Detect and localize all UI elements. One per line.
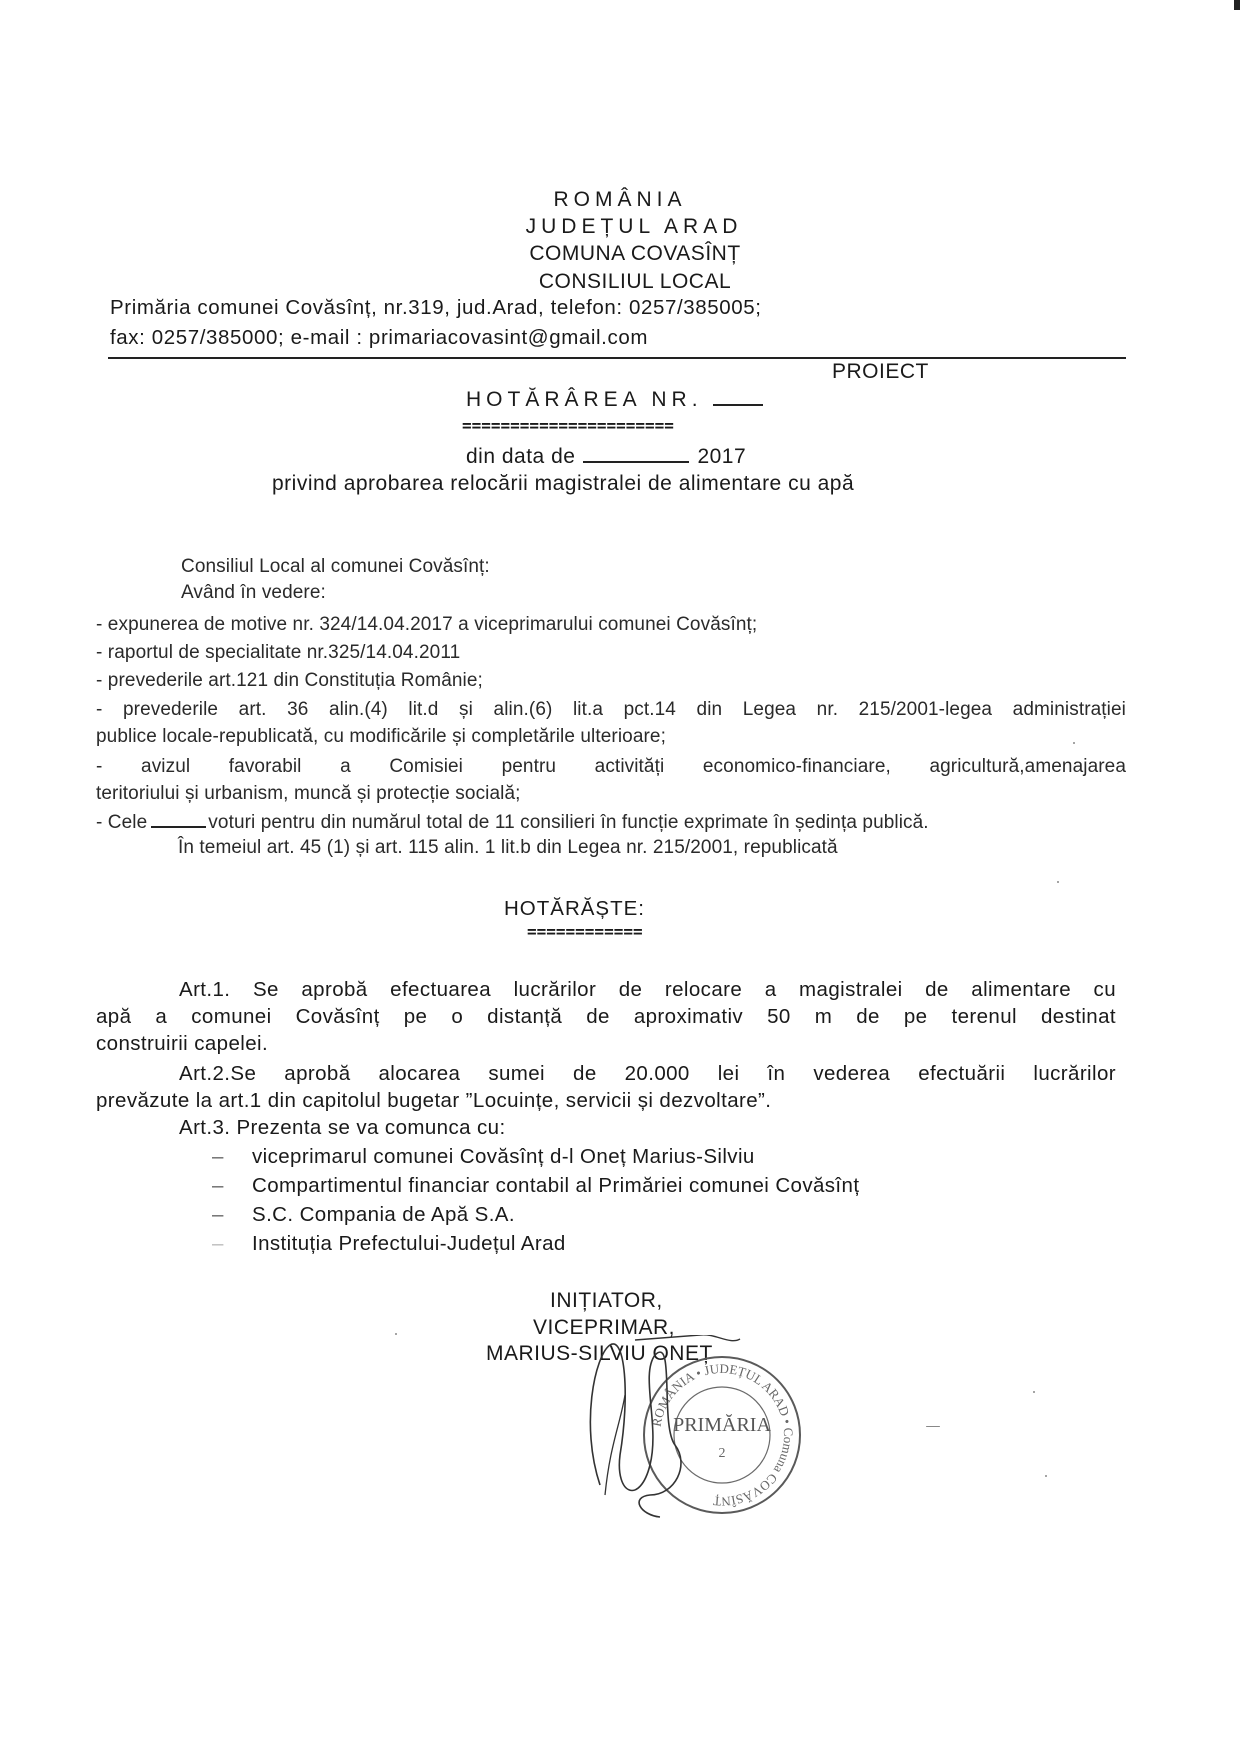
article-3: Art.3. Prezenta se va comunca cu: xyxy=(179,1116,506,1139)
preamble-item: - raportul de specialitate nr.325/14.04.2011 xyxy=(96,642,461,663)
list-dash: – xyxy=(212,1145,224,1168)
header-contact: fax: 0257/385000; e-mail : primariacovasint@gmail.com xyxy=(110,326,649,349)
preamble-council: Consiliul Local al comunei Covăsînț: xyxy=(181,556,490,577)
stamp-center-text: PRIMĂRIA xyxy=(673,1414,771,1436)
decision-number-blank xyxy=(713,386,763,406)
header-commune: COMUNA COVASÎNȚ xyxy=(529,242,741,265)
legal-basis: În temeiul art. 45 (1) și art. 115 alin. 1 lit.b din Legea nr. 215/2001, republicată xyxy=(178,837,838,858)
votes-prefix: - Cele xyxy=(96,812,148,833)
article-2-continued: prevăzute la art.1 din capitolul bugetar ”Locuințe, servicii și dezvoltare”. xyxy=(96,1089,772,1112)
scan-speck xyxy=(1033,1391,1035,1393)
recipient-label: Compartimentul financiar contabil al Primăriei comunei Covăsînț xyxy=(252,1174,860,1197)
recipient-label: viceprimarul comunei Covăsînț d-l Oneț Marius-Silviu xyxy=(252,1145,755,1168)
header-country: ROMÂNIA xyxy=(553,188,687,211)
article-2: Art.2.Se aprobă alocarea sumei de 20.000 lei în vederea efectuării lucrărilor xyxy=(179,1062,1116,1085)
scan-speck xyxy=(1045,1475,1047,1477)
scan-speck xyxy=(1057,881,1059,883)
recipient-item xyxy=(212,1174,859,1198)
stamp-and-signature-icon xyxy=(580,1335,820,1525)
date-blank xyxy=(583,443,689,463)
signature-role: VICEPRIMAR, xyxy=(533,1316,676,1339)
list-dash: – xyxy=(212,1203,224,1226)
article-1-continued: apă a comunei Covăsînț pe o distanță de aproximativ 50 m de pe terenul destinat xyxy=(96,1005,1116,1028)
stamp-number: 2 xyxy=(718,1446,726,1461)
preamble-item-continued: publice locale-republicată, cu modificările și completările ulterioare; xyxy=(96,726,666,747)
header-divider xyxy=(108,357,1126,359)
date-prefix: din data de xyxy=(466,445,576,468)
document-date-row xyxy=(466,443,746,469)
preamble-item-continued: teritoriului și urbanism, muncă și protecție socială; xyxy=(96,783,521,804)
recipient-item xyxy=(212,1203,515,1227)
header-address: Primăria comunei Covăsînț, nr.319, jud.Arad, telefon: 0257/385005; xyxy=(110,296,762,319)
scan-speck xyxy=(926,1426,940,1427)
draft-label: PROIECT xyxy=(832,360,929,383)
preamble-item: - prevederile art. 36 alin.(4) lit.d și alin.(6) lit.a pct.14 din Legea nr. 215/2001-legea administrației xyxy=(96,699,1126,720)
preamble-item: - prevederile art.121 din Constituția Românie; xyxy=(96,670,483,691)
recipient-label: Instituția Prefectului-Județul Arad xyxy=(252,1232,566,1255)
list-dash: – xyxy=(212,1174,224,1197)
article-1: Art.1. Se aprobă efectuarea lucrărilor de relocare a magistralei de alimentare cu xyxy=(179,978,1116,1001)
header-council: CONSILIUL LOCAL xyxy=(538,270,732,293)
date-year: 2017 xyxy=(697,445,747,468)
header-county: JUDEȚUL ARAD xyxy=(525,215,743,238)
stamp-ring-text: ROMÂNIA • JUDEȚUL ARAD • Comuna COVĂSÎNȚ xyxy=(648,1360,797,1510)
scan-speck xyxy=(1073,742,1075,744)
decision-heading-underline: ============ xyxy=(527,922,643,941)
recipient-label: S.C. Compania de Apă S.A. xyxy=(252,1203,515,1226)
preamble-votes-row xyxy=(96,810,929,834)
signature-initiator: INIȚIATOR, xyxy=(550,1289,663,1312)
preamble-considering: Având în vedere: xyxy=(181,582,326,603)
votes-suffix: voturi pentru din numărul total de 11 consilieri în funcție exprimate în ședința publică. xyxy=(208,812,929,833)
document-subject: privind aprobarea relocării magistralei de alimentare cu apă xyxy=(272,472,855,495)
preamble-item: - avizul favorabil a Comisiei pentru activități economico-financiare, agricultură,amenajarea xyxy=(96,756,1126,777)
recipient-item xyxy=(212,1232,566,1256)
document-title: HOTĂRÂREA NR. xyxy=(466,388,703,411)
recipient-item xyxy=(212,1145,755,1169)
list-dash: – xyxy=(212,1232,224,1255)
scan-speck xyxy=(395,1333,397,1335)
decision-heading: HOTĂRĂȘTE: xyxy=(504,897,645,920)
article-1-continued: construirii capelei. xyxy=(96,1032,269,1055)
scan-mark xyxy=(1234,0,1240,10)
document-title-row xyxy=(466,386,763,412)
preamble-item: - expunerea de motive nr. 324/14.04.2017 a viceprimarului comunei Covăsînț; xyxy=(96,614,758,635)
title-underline: ====================== xyxy=(462,416,674,435)
votes-blank xyxy=(151,810,206,828)
signature-name: MARIUS-SILVIU ONEȚ xyxy=(486,1342,713,1365)
